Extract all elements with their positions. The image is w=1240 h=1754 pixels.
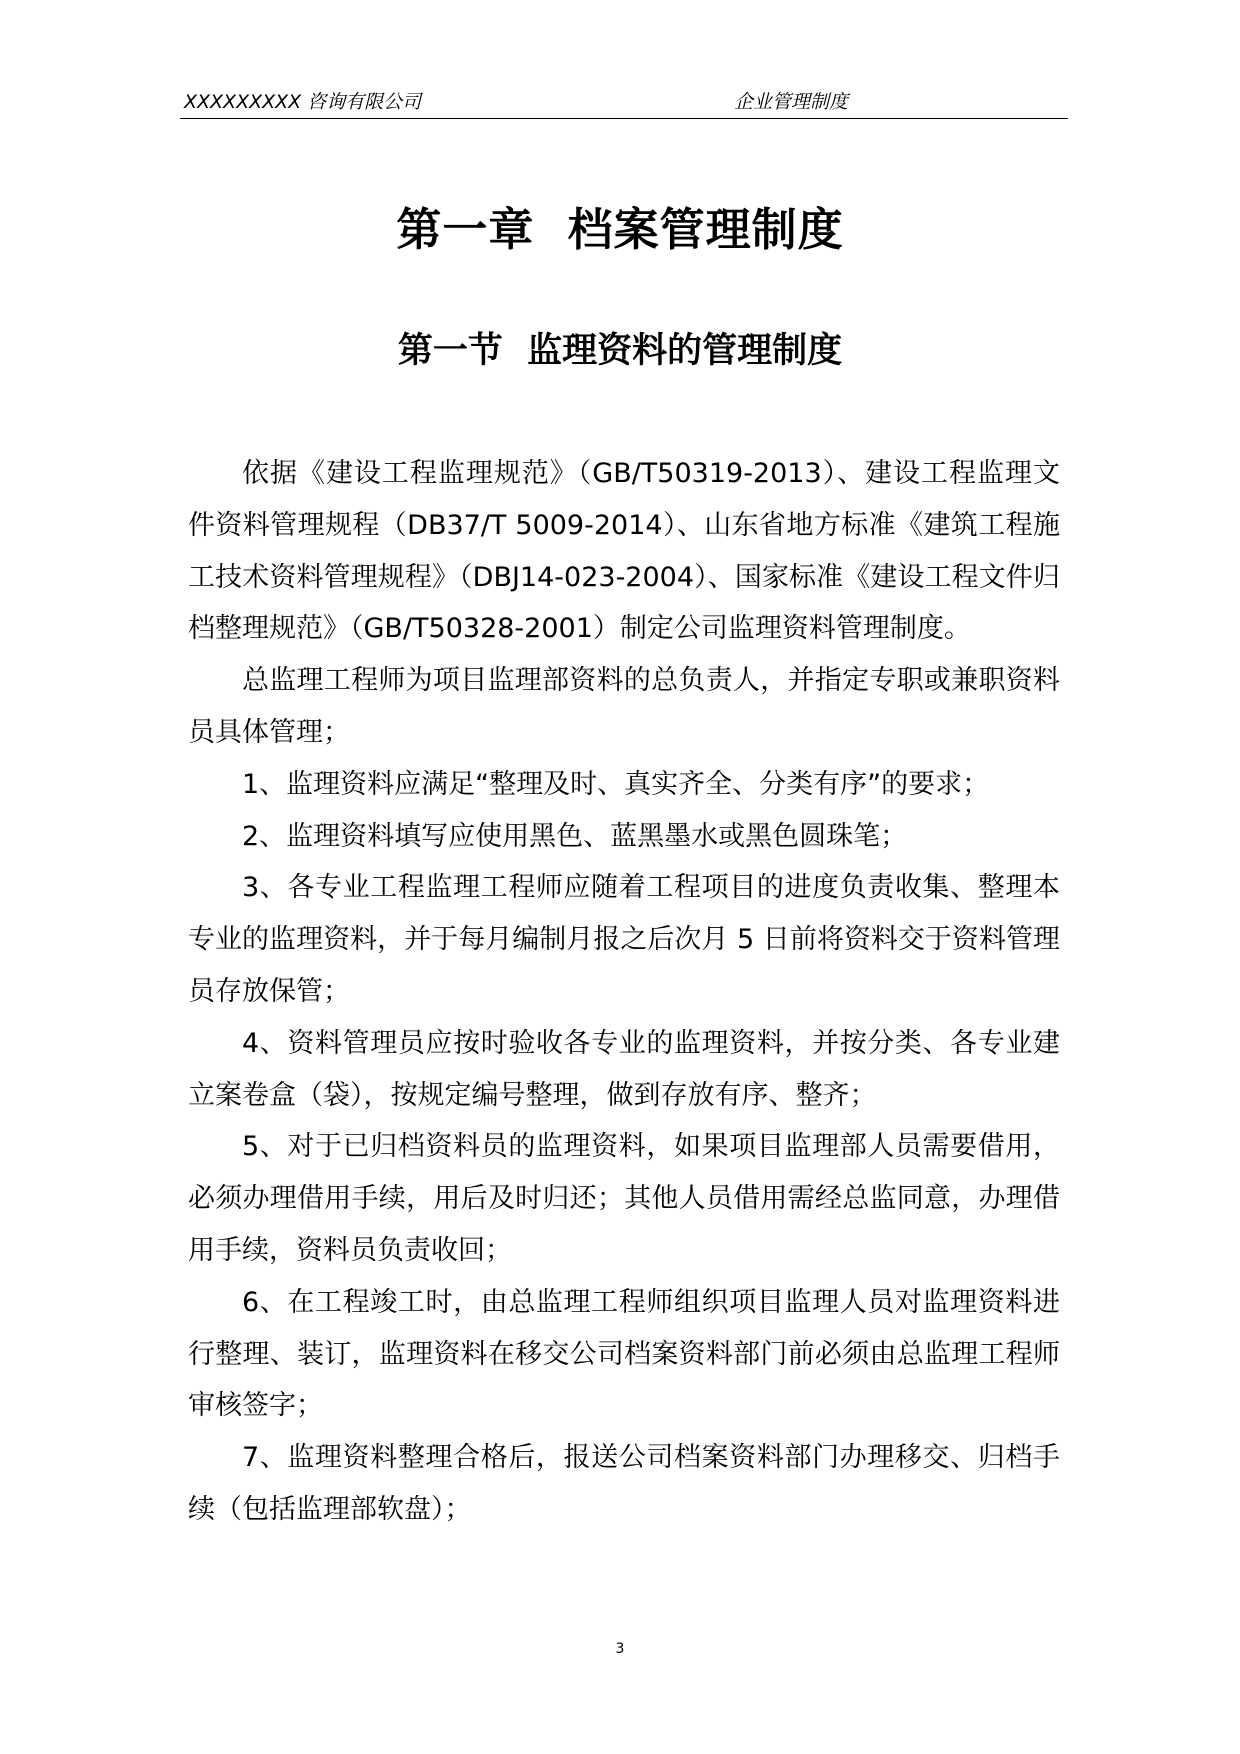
paragraph-item-6: 6、在工程竣工时，由总监理工程师组织项目监理人员对监理资料进行整理、装订，监理资料在移交公司档案资料部门前必须由总监理工程师审核签字； (188, 1286, 1060, 1422)
paragraph-item-2: 2、监理资料填写应使用黑色、蓝黑墨水或黑色圆珠笔； (242, 820, 908, 852)
header-document-title: 企业管理制度 (734, 91, 849, 113)
paragraph-item-3: 3、各专业工程监理工程师应随着工程项目的进度负责收集、整理本专业的监理资料，并于每月编制月报之后次月 5 日前将资料交于资料管理员存放保管； (188, 872, 1060, 1007)
chapter-title: 第一章 档案管理制度 (396, 203, 844, 256)
paragraph-item-4: 4、资料管理员应按时验收各专业的监理资料，并按分类、各专业建立案卷盒（袋），按规定编号整理，做到存放有序、整齐； (188, 1027, 1060, 1111)
paragraph-responsibility: 总监理工程师为项目监理部资料的总负责人，并指定专职或兼职资料员具体管理； (188, 665, 1060, 748)
paragraph-item-7: 7、监理资料整理合格后，报送公司档案资料部门办理移交、归档手续（包括监理部软盘）； (188, 1442, 1060, 1525)
header-company-name: XXXXXXXXX 咨询有限公司 (184, 91, 422, 113)
body-text (188, 448, 1060, 1536)
paragraph-item-1: 1、监理资料应满足“整理及时、真实齐全、分类有序”的要求； (242, 768, 990, 800)
page-number: 3 (615, 1641, 625, 1657)
page-header (180, 88, 1068, 119)
paragraph-basis: 依据《建设工程监理规范》（GB/T50319-2013）、建设工程监理文件资料管理规程（DB37/T 5009-2014）、山东省地方标准《建筑工程施工技术资料管理规程》（DBJ14-023-2004）、国家标准《建设工程文件归档整理规范》（GB/T50328-2001）制定公司监理资料管理制度。 (188, 458, 1060, 645)
section-title: 第一节 监理资料的管理制度 (397, 331, 843, 371)
paragraph-item-5: 5、对于已归档资料员的监理资料，如果项目监理部人员需要借用，必须办理借用手续，用后及时归还；其他人员借用需经总监同意，办理借用手续，资料员负责收回； (188, 1131, 1060, 1266)
